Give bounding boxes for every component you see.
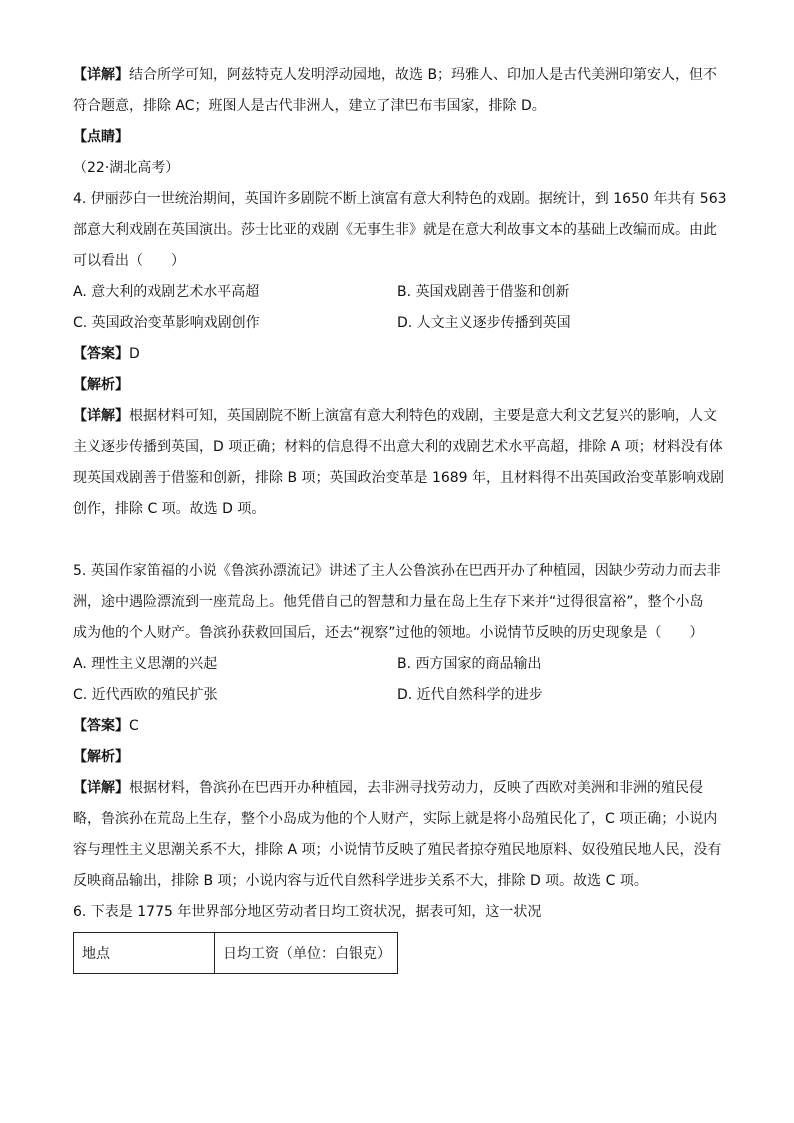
q5-option-d: D. 近代自然科学的进步	[397, 687, 543, 703]
q5-stem-line-2: 洲，途中遇险漂流到一座荒岛上。他凭借自己的智慧和力量在岛上生存下来并“过得很富裕”，整个小岛	[73, 594, 704, 610]
q5-options-row-2	[73, 680, 723, 711]
document-page	[73, 60, 727, 974]
q4-option-b: B. 英国戏剧善于借鉴和创新	[397, 284, 570, 300]
q4-detail-line-1: 【详解】根据材料可知，英国剧院不断上演富有意大利特色的戏剧，主要是意大利文艺复兴的影响，人文	[73, 408, 717, 424]
q4-source: （22·湖北高考）	[73, 160, 180, 176]
q4-detail-line-2: 主义逐步传播到英国，D 项正确；材料的信息得不出意大利的戏剧艺术水平高超，排除 A 项；材料没有体	[73, 439, 723, 455]
q5-detail-line-3: 容与理性主义思潮关系不大，排除 A 项；小说情节反映了殖民者掠夺殖民地原料、奴役殖民地人民，没有	[73, 842, 722, 858]
q3-detail-tag: 【详解】	[73, 67, 129, 83]
q5-detail-line-4: 反映商品输出，排除 B 项；小说内容与近代自然科学进步关系不大，排除 D 项。故选 C 项。	[73, 873, 648, 889]
q4-stem-line-1: 4. 伊丽莎白一世统治期间，英国许多剧院不断上演富有意大利特色的戏剧。据统计，到 1650 年共有 563	[73, 191, 727, 207]
q5-stem-line-1: 5. 英国作家笛福的小说《鲁滨孙漂流记》讲述了主人公鲁滨孙在巴西开办了种植园，因缺少劳动力而去非	[73, 563, 721, 579]
q5-answer: 【答案】C	[73, 718, 139, 734]
q5-detail-line-2: 略，鲁滨孙在荒岛上生存，整个小岛成为他的个人财产，实际上就是将小岛殖民化了，C 项正确；小说内	[73, 811, 718, 827]
q4-stem-line-2: 部意大利戏剧在英国演出。莎士比亚的戏剧《无事生非》就是在意大利故事文本的基础上改编而成。由此	[73, 222, 717, 238]
q6-stem-line-1: 6. 下表是 1775 年世界部分地区劳动者日均工资状况，据表可知，这一状况	[73, 904, 542, 920]
q4-stem-line-3: 可以看出（ ）	[73, 253, 185, 269]
q5-option-c: C. 近代西欧的殖民扩张	[73, 687, 218, 703]
q4-option-c: C. 英国政治变革影响戏剧创作	[73, 315, 260, 331]
q5-analysis-tag: 【解析】	[73, 749, 129, 765]
q5-option-a: A. 理性主义思潮的兴起	[73, 656, 218, 672]
q5-options-row-1	[73, 649, 723, 680]
table-header-wage: 日均工资（单位：白银克）	[215, 933, 398, 974]
q4-analysis-tag: 【解析】	[73, 377, 129, 393]
q4-detail-line-3: 现英国戏剧善于借鉴和创新，排除 B 项；英国政治变革是 1689 年，且材料得不出英国政治变革影响戏剧	[73, 470, 725, 486]
spacer	[73, 525, 723, 556]
q5-stem-line-3: 成为他的个人财产。鲁滨孙获救回国后，还去“视察”过他的领地。小说情节反映的历史现象是（ ）	[73, 625, 704, 641]
q4-option-d: D. 人文主义逐步传播到英国	[397, 315, 571, 331]
wage-table	[73, 932, 398, 974]
table-row	[74, 933, 398, 974]
q4-options-row-2	[73, 308, 723, 339]
q3-dianjing-tag: 【点睛】	[73, 129, 129, 145]
q4-answer: 【答案】D	[73, 346, 140, 362]
table-header-location: 地点	[74, 933, 215, 974]
q4-detail-line-4: 创作，排除 C 项。故选 D 项。	[73, 501, 266, 517]
q5-detail-line-1: 【详解】根据材料，鲁滨孙在巴西开办种植园，去非洲寻找劳动力，反映了西欧对美洲和非洲的殖民侵	[73, 780, 703, 796]
q4-options-row-1	[73, 277, 723, 308]
q4-option-a: A. 意大利的戏剧艺术水平高超	[73, 284, 260, 300]
q5-option-b: B. 西方国家的商品输出	[397, 656, 542, 672]
q3-detail-line-1: 【详解】结合所学可知，阿兹特克人发明浮动园地，故选 B；玛雅人、印加人是古代美洲印第安人，但不	[73, 67, 718, 83]
q3-detail-line-2: 符合题意，排除 AC；班图人是古代非洲人，建立了津巴布韦国家，排除 D。	[73, 98, 546, 114]
